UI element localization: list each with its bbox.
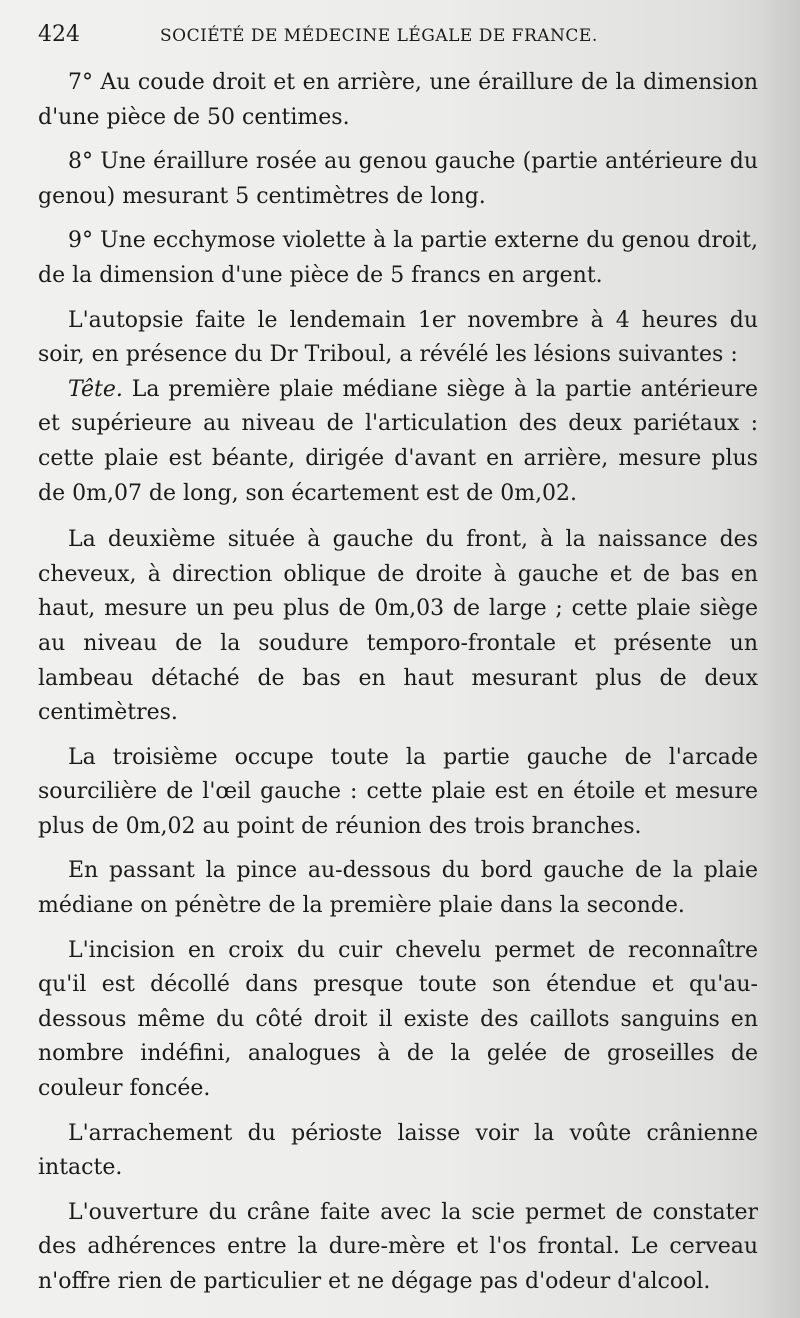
paragraph-incision: L'incision en croix du cuir chevelu permet de reconnaître qu'il est décollé dans presque toute son étendue et qu'au-dessous même du côté droit il existe des caillots sanguins en nombre indéfini, analogues à de la gelée de groseilles de couleur foncée. <box>38 937 758 1102</box>
section-lead-tete: Tête. <box>68 376 123 402</box>
paragraph-third-wound: La troisième occupe toute la partie gauche de l'arcade sourcilière de l'œil gauche : cette plaie est en étoile et mesure plus de 0m,02 au point de réunion des trois branches. <box>38 744 758 839</box>
paragraph-7: 7° Au coude droit et en arrière, une éraillure de la dimension d'une pièce de 50 centimes. <box>38 70 758 130</box>
paragraph-autopsy: L'autopsie faite le lendemain 1er novembre à 4 heures du soir, en présence du Dr Triboul, a révélé les lésions suivantes : <box>38 307 758 368</box>
paragraph-pince: En passant la pince au-dessous du bord gauche de la plaie médiane on pénètre de la première plaie dans la seconde. <box>38 858 758 919</box>
page-body <box>38 66 758 1300</box>
page-header <box>38 22 758 58</box>
paragraph-tete-text: La première plaie médiane siège à la partie antérieure et supérieure au niveau de l'articulation des deux pariétaux : cette plaie est béante, dirigée d'avant en arrière, mesure plus de 0m,07 de long, son écartement est de 0m,02. <box>38 376 758 506</box>
paragraph-crane: L'ouverture du crâne faite avec la scie permet de constater des adhérences entre la dure-mère et l'os frontal. Le cerveau n'offre rien de particulier et ne dégage pas d'odeur d'alcool. <box>38 1199 758 1294</box>
paragraph-8: 8° Une éraillure rosée au genou gauche (partie antérieure du genou) mesurant 5 centimètres de long. <box>38 149 758 209</box>
page-number: 424 <box>38 22 80 47</box>
paragraph-tete <box>38 373 758 511</box>
page-edge-shadow <box>760 0 800 1318</box>
paragraph-9: 9° Une ecchymose violette à la partie externe du genou droit, de la dimension d'une pièce de 5 francs en argent. <box>38 228 758 288</box>
paragraph-perioste: L'arrachement du périoste laisse voir la voûte crânienne intacte. <box>38 1120 758 1181</box>
running-title: SOCIÉTÉ DE MÉDECINE LÉGALE DE FRANCE. <box>160 26 598 46</box>
paragraph-second-wound: La deuxième située à gauche du front, à la naissance des cheveux, à direction oblique de droite à gauche et de bas en haut, mesure un peu plus de 0m,03 de large ; cette plaie siège au niveau de la soudure temporo-frontale et présente un lambeau détaché de bas en haut mesurant plus de deux centimètres. <box>38 527 758 726</box>
